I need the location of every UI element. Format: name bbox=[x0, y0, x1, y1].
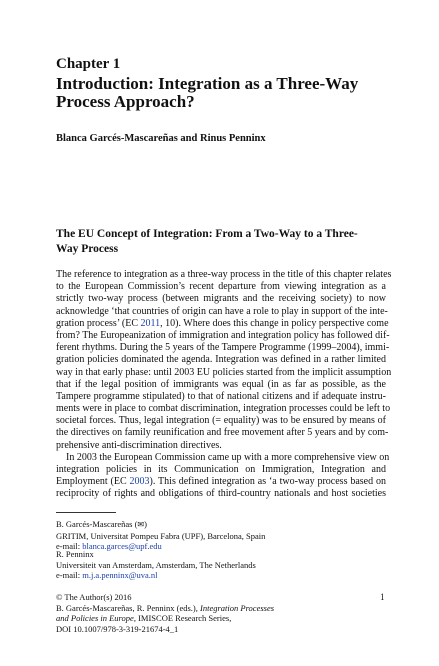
body-line bbox=[56, 440, 386, 452]
citation-link[interactable]: 2003 bbox=[129, 476, 150, 488]
body-line bbox=[56, 379, 386, 391]
body-text-span: , 10). Where does this change in policy perspective come bbox=[160, 317, 389, 329]
body-text-span: reciprocity of rights and obligations of third-country nationals and host societies bbox=[56, 488, 386, 500]
body-text-span: Tampere programme stipulated) to that of national citizens and if adequate instru- bbox=[56, 390, 386, 402]
book-title: Integration Processes bbox=[200, 602, 275, 613]
body-line bbox=[56, 293, 386, 305]
author1-name-close: ) bbox=[144, 519, 147, 529]
body-line bbox=[56, 269, 392, 281]
body-text-span: prehensive anti-discrimination directives. bbox=[56, 439, 222, 451]
footnote-divider bbox=[56, 512, 116, 513]
body-line bbox=[56, 329, 390, 342]
body-text-span: from? The Europeanization of immigration and integration policy has followed dif- bbox=[56, 329, 390, 341]
author1-name: B. Garcés-Mascareñas ( bbox=[56, 519, 138, 529]
body-text-span: societal forces. Thus, legal integration (= equality) was to be ensured by means of bbox=[56, 415, 386, 427]
body-text-span: acknowledge ‘that countries of origin can have a role to play in support of the inte- bbox=[56, 305, 388, 317]
author2-name: R. Penninx bbox=[56, 549, 94, 559]
chapter-title-line: Process Approach? bbox=[56, 92, 195, 111]
body-text-span: ments were in place to combat discrimination, integration processes could be left to bbox=[56, 403, 391, 415]
body-line bbox=[56, 281, 386, 293]
body-line bbox=[56, 476, 386, 488]
page-number: 1 bbox=[380, 592, 385, 602]
body-line bbox=[56, 354, 386, 366]
body-text bbox=[56, 269, 392, 501]
body-text-span: strictly two-way process (between migrants and the receiving society) to now bbox=[56, 293, 386, 305]
body-text-span: ). This defined integration as ‘a two-way process based on bbox=[149, 476, 386, 488]
copyright-block bbox=[56, 592, 274, 634]
author2-email-label: e-mail: bbox=[56, 570, 83, 580]
chapter-label: Chapter 1 bbox=[56, 56, 121, 72]
body-line bbox=[56, 403, 391, 415]
body-text-span: In 2003 the European Commission came up with a more comprehensive view on bbox=[66, 451, 390, 463]
doi: DOI 10.1007/978-3-319-21674-4_1 bbox=[56, 623, 179, 634]
body-line bbox=[56, 391, 386, 403]
body-text-span: Employment (EC bbox=[56, 476, 130, 488]
body-line bbox=[56, 451, 390, 464]
envelope-icon: ✉ bbox=[137, 520, 145, 529]
chapter-title-line: Introduction: Integration as a Three-Way bbox=[56, 74, 359, 93]
body-line bbox=[56, 306, 386, 318]
author2-email-link[interactable]: m.j.a.penninx@uva.nl bbox=[82, 570, 158, 580]
author1-affiliation: GRITIM, Universitat Pompeu Fabra (UPF), Barcelona, Spain bbox=[56, 530, 266, 541]
body-text-span: that if the legal position of immigrants was equal (in as far as possible, as the bbox=[56, 378, 386, 390]
section-heading bbox=[56, 227, 386, 257]
body-line bbox=[56, 366, 392, 379]
copyright-line: © The Author(s) 2016 bbox=[56, 592, 132, 602]
author1-footnote bbox=[56, 519, 265, 552]
section-heading-line: The EU Concept of Integration: From a Two-Way to a Three- bbox=[56, 228, 358, 240]
chapter-authors: Blanca Garcés-Mascareñas and Rinus Penninx bbox=[56, 133, 266, 144]
chapter-title bbox=[56, 75, 396, 111]
book-title-cont: and Policies in Europe bbox=[56, 613, 134, 623]
author1-email-link[interactable]: blanca.garces@upf.edu bbox=[82, 541, 162, 551]
body-text-span: gration process’ (EC bbox=[56, 317, 141, 329]
author1-email-label: e-mail: bbox=[56, 541, 83, 551]
body-line bbox=[56, 415, 386, 427]
body-text-span: to the European Commission’s recent departure from viewing integration as a bbox=[56, 281, 386, 293]
body-line bbox=[56, 427, 389, 439]
section-heading-line: Way Process bbox=[56, 243, 119, 255]
body-text-span: ferent rhythms. During the 5 years of the Tampere Programme (1999–2004), immi- bbox=[56, 342, 390, 354]
body-line bbox=[56, 488, 386, 500]
body-text-span: integration policies in its Communication on Immigration, Integration and bbox=[56, 464, 386, 475]
body-line bbox=[56, 317, 389, 330]
body-line bbox=[56, 464, 386, 476]
body-line bbox=[56, 342, 390, 354]
author2-footnote bbox=[56, 549, 256, 581]
body-text-span: the directives on family reunification and free movement after 5 years and by com- bbox=[56, 427, 389, 439]
author2-affiliation: Universiteit van Amsterdam, Amsterdam, The Netherlands bbox=[56, 559, 256, 570]
citation-link[interactable]: 2011 bbox=[140, 317, 161, 329]
series: , IMISCOE Research Series, bbox=[133, 613, 232, 623]
body-text-span: way in that early phase: until 2003 EU policies started from the implicit assumption bbox=[56, 366, 392, 378]
body-text-span: gration policies dominated the agenda. Integration was defined in a rather limited bbox=[56, 354, 386, 366]
body-text-span: The reference to integration as a three-way process in the title of this chapter relates bbox=[56, 269, 392, 280]
editors: B. Garcés-Mascareñas, R. Penninx (eds.), bbox=[56, 602, 200, 613]
